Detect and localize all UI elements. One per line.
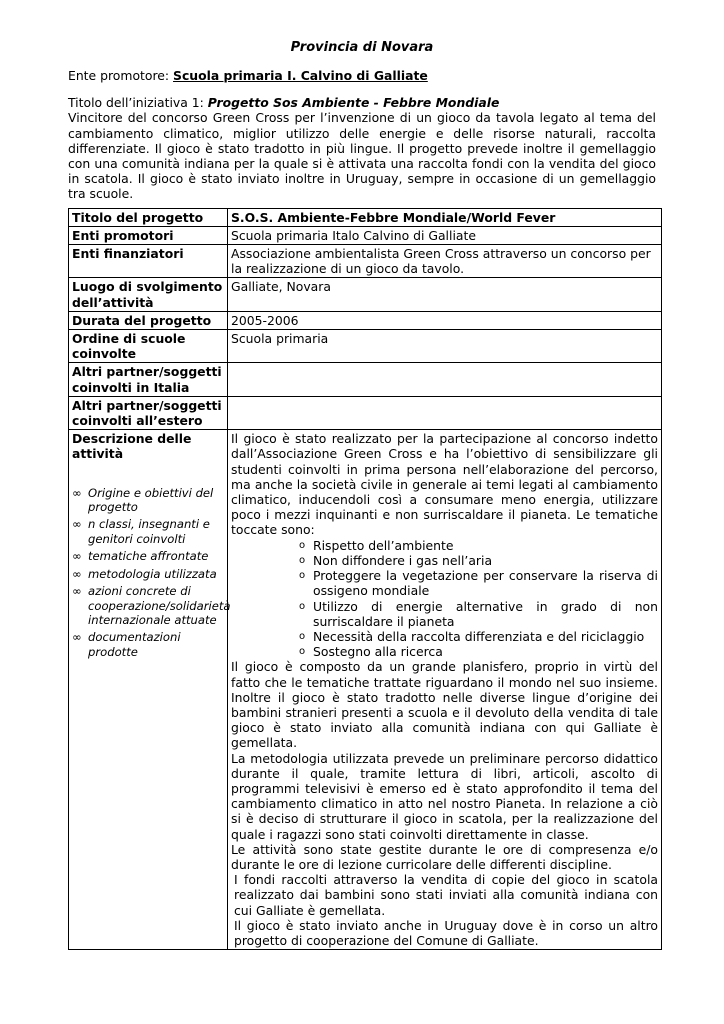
infinity-bullet-icon: ∞ <box>72 566 82 581</box>
table-row <box>69 278 662 311</box>
infinity-bullet-icon: ∞ <box>72 485 82 500</box>
row-value: Scuola primaria Italo Calvino di Galliate <box>228 226 662 244</box>
guide-item-text: azioni concrete di cooperazione/solidarietà internazionale attuate <box>88 584 231 627</box>
circle-bullet-icon: o <box>299 554 306 566</box>
guide-item-text: n classi, insegnanti e genitori coinvolti <box>88 517 210 546</box>
infinity-bullet-icon: ∞ <box>72 584 82 599</box>
activity-paragraph: Il gioco è composto da un grande planisfero, proprio in virtù del fatto che le tematiche trattate riguardano il mondo nel suo insieme. Inoltre il gioco è stato tradotto nelle diverse lingue d’origine dei bambini stranieri presenti a scuola e il devoluto della vendita di tale gioco è stato inviato alla comunità indiana con qui Galliate è gemellata. <box>231 659 658 751</box>
project-table <box>68 208 662 951</box>
infinity-bullet-icon: ∞ <box>72 517 82 532</box>
activity-row <box>69 430 662 950</box>
initiative-title: Progetto Sos Ambiente - Febbre Mondiale <box>207 95 500 111</box>
list-item <box>299 538 658 553</box>
table-row <box>69 330 662 363</box>
guide-item-text: tematiche affrontate <box>88 549 209 564</box>
row-key: Titolo del progetto <box>69 208 228 226</box>
initiative-label: Titolo dell’iniziativa 1: <box>68 95 208 111</box>
document-page <box>68 40 656 950</box>
list-item <box>72 567 224 581</box>
activity-paragraph: I fondi raccolti attraverso la vendita di copie del gioco in scatola realizzato dai bambini sono stati inviati alla comunità indiana con cui Galliate è gemellata. <box>234 872 658 918</box>
list-item <box>72 630 224 659</box>
list-item <box>72 549 224 563</box>
circle-bullet-icon: o <box>299 646 306 658</box>
project-table-body <box>69 208 662 950</box>
guide-item-text: Origine e obiettivi del progetto <box>88 485 214 515</box>
initiative-title-line <box>68 95 656 110</box>
table-row <box>69 226 662 244</box>
list-item <box>299 629 658 644</box>
topics-list <box>231 538 658 660</box>
list-item <box>299 568 658 598</box>
activity-paragraph: Il gioco è stato inviato anche in Uruguay dove è in corso un altro progetto di cooperazione del Comune di Galliate. <box>234 917 658 948</box>
promoter-line <box>68 68 656 83</box>
list-item <box>299 599 658 629</box>
list-item <box>72 584 231 627</box>
infinity-bullet-icon: ∞ <box>72 549 82 564</box>
row-key: Enti finanziatori <box>69 245 228 278</box>
circle-bullet-icon: o <box>299 570 306 582</box>
topic-text: Sostegno alla ricerca <box>313 644 443 660</box>
promoter-value: Scuola primaria I. Calvino di Galliate <box>173 68 428 83</box>
topic-text: Utilizzo di energie alternative in grado di non surriscaldare il pianeta <box>313 598 658 629</box>
list-item <box>72 486 224 515</box>
activity-paragraph: Le attività sono state gestite durante le ore di compresenza e/o durante le ore di lezione curricolare delle differenti discipline. <box>231 841 658 872</box>
topic-text: Rispetto dell’ambiente <box>313 537 454 553</box>
activity-intro: Il gioco è stato realizzato per la partecipazione al concorso indetto dall’Associazione Green Cross e ha l’obiettivo di sensibilizzare gli studenti coinvolti in prima persona nell’elaborazione del percorso, ma anche la società civile in generale ai temi legati al cambiamento climatico, inducendoli così a consumare meno energia, utilizzare poco i mezzi inquinanti e non surriscaldare il pianeta. Le tematiche toccate sono: <box>231 431 658 538</box>
infinity-bullet-icon: ∞ <box>72 630 82 645</box>
activity-paragraph: La metodologia utilizzata prevede un preliminare percorso didattico durante il quale, tramite lettura di libri, articoli, ascolto di programmi televisivi è emerso ed è stato approfondito il tema del cambiamento climatico in atto nel nostro Pianeta. In relazione a ciò si è deciso di strutturare il gioco in scatola, per la realizzazione del quale i ragazzi sono stati coinvolti direttamente in classe. <box>231 750 658 842</box>
table-row <box>69 208 662 226</box>
guide-item-text: metodologia utilizzata <box>88 566 217 581</box>
row-key: Altri partner/soggetti coinvolti all’estero <box>69 396 228 429</box>
page-title: Provincia di Novara <box>290 40 434 55</box>
initiative-description: Vincitore del concorso Green Cross per l’invenzione di un gioco da tavola legato al tema del cambiamento climatico, miglior utilizzo delle energie e delle risorse naturali, raccolta differenziate. Il gioco è stato tradotto in più lingue. Il progetto prevede inoltre il gemellaggio con una comunità indiana per la quale si è attivata una raccolta fondi con la vendita del gioco in scatola. Il gioco è stato inviato inoltre in Uruguay, sempre in occasione di un gemellaggio tra scuole. <box>68 110 656 202</box>
row-key: Altri partner/soggetti coinvolti in Italia <box>69 363 228 396</box>
guide-item-text: documentazioni prodotte <box>88 630 181 659</box>
circle-bullet-icon: o <box>299 630 306 642</box>
table-row <box>69 363 662 396</box>
list-item <box>299 553 658 568</box>
topic-text: Necessità della raccolta differenziata e del riciclaggio <box>313 628 645 644</box>
list-item <box>299 644 658 659</box>
activity-key: Descrizione delle attività <box>72 431 192 462</box>
table-row <box>69 311 662 329</box>
topic-text: Non diffondere i gas nell’aria <box>313 552 493 568</box>
row-key: Luogo di svolgimento dell’attività <box>69 278 228 311</box>
activity-key-cell <box>69 430 231 950</box>
table-row <box>69 396 662 429</box>
row-value: Associazione ambientalista Green Cross attraverso un concorso per la realizzazione di un gioco da tavolo. <box>228 245 662 278</box>
list-item <box>72 517 224 546</box>
row-value: Galliate, Novara <box>228 278 662 311</box>
row-value: Scuola primaria <box>228 330 662 363</box>
row-value: S.O.S. Ambiente-Febbre Mondiale/World Fever <box>228 208 662 226</box>
row-key: Durata del progetto <box>69 311 228 329</box>
circle-bullet-icon: o <box>299 539 306 551</box>
row-key: Ordine di scuole coinvolte <box>69 330 228 363</box>
topic-text: Proteggere la vegetazione per conservare la riserva di ossigeno mondiale <box>313 568 658 599</box>
row-value: 2005-2006 <box>228 311 662 329</box>
activity-value-cell <box>228 430 662 950</box>
table-row <box>69 245 662 278</box>
row-key: Enti promotori <box>69 226 228 244</box>
activity-guide-list <box>72 485 231 659</box>
circle-bullet-icon: o <box>299 600 306 612</box>
row-value <box>228 363 662 396</box>
row-value <box>228 396 662 429</box>
promoter-label: Ente promotore: <box>68 68 174 83</box>
